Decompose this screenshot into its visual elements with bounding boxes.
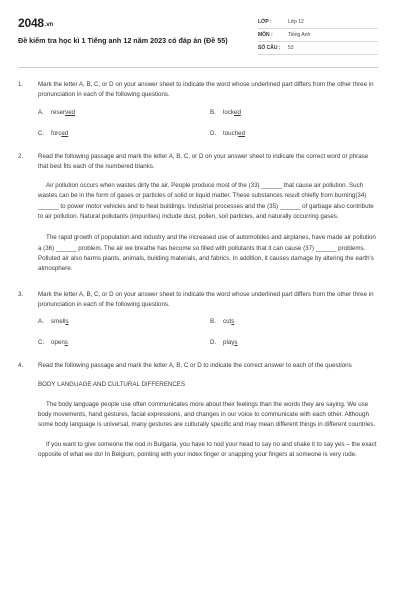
option-word: reser <box>51 108 66 116</box>
question-text: Mark the letter A, B, C, or D on your answer sheet to indicate the word whose underlined part differs from the other three in pronunciation in each of the following questions. <box>38 81 374 99</box>
passage-paragraph-1: Air pollution occurs when wastes dirty the air. People produce most of the (33) ______ that cause air pollution. Such wastes can be in the form of gases or particles of solid or liquid matter. These substances result chiefly from burning(34) ______ to power motor vehicles and to heat buildings. Industrial processes and the (35) ______ of garbage also contribute to air pollution. Natural pollutants (impurities) include dust, pollen, soil particles, and naturally occurring gases. <box>38 182 374 221</box>
question-number: 2. <box>18 152 24 160</box>
option-underlined: ed <box>238 129 246 137</box>
option-b[interactable] <box>210 106 360 119</box>
question-number: 1. <box>18 81 24 88</box>
option-word: touch <box>223 129 239 137</box>
option-word: forc <box>51 129 62 137</box>
meta-row-subject <box>258 29 378 42</box>
meta-key: SỐ CÂU : <box>258 45 281 51</box>
option-word: open <box>51 339 65 347</box>
option-underlined: ved <box>65 108 76 116</box>
page-title: Đề kiểm tra học kì 1 Tiếng anh 12 năm 2023 có đáp án (Đề 55) <box>18 36 228 45</box>
meta-value: Tiếng Anh <box>288 32 311 38</box>
meta-table <box>258 16 378 55</box>
meta-value: 53 <box>288 45 294 51</box>
option-letter: A. <box>38 108 44 116</box>
option-d[interactable] <box>210 127 360 140</box>
logo-domain: .vn <box>44 22 53 28</box>
option-d[interactable] <box>210 336 360 349</box>
question-1 <box>18 80 378 101</box>
option-underlined: s <box>234 339 238 347</box>
question-number: 3. <box>18 290 24 298</box>
option-letter: B. <box>210 318 216 326</box>
option-c[interactable] <box>38 127 210 140</box>
option-letter: D. <box>210 339 217 347</box>
option-a[interactable] <box>38 315 210 328</box>
option-underlined: s <box>65 318 69 326</box>
header-divider <box>18 67 378 68</box>
meta-value: Lớp 12 <box>288 19 304 25</box>
option-word: lock <box>223 108 235 116</box>
meta-row-count <box>258 42 378 55</box>
passage-paragraph-1: The body language people use often communicates more about their feelings than the words they are saying. We use body movements, hand gestures, facial expressions, and changes in our voice to communicate with each other. Although some body language is universal, many gestures are culturally specific and may mean different things in different countries. <box>38 400 376 429</box>
option-b[interactable] <box>210 315 360 328</box>
option-underlined: s <box>231 318 235 326</box>
site-logo[interactable] <box>18 16 248 32</box>
meta-key: MÔN : <box>258 32 273 38</box>
question-text: Read the following passage and mark the letter A, B, C or D to indicate the correct answer to each of the questions <box>38 362 352 370</box>
question-3-options <box>38 315 378 349</box>
option-underlined: ed <box>61 129 69 137</box>
option-letter: B. <box>210 108 216 116</box>
meta-key: LỚP : <box>258 19 272 25</box>
option-letter: A. <box>38 318 44 326</box>
logo-text: 2048 <box>18 16 44 30</box>
option-letter: D. <box>210 129 217 137</box>
document-header <box>18 0 378 55</box>
question-2 <box>18 152 378 173</box>
question-3 <box>18 290 378 311</box>
option-underlined: s <box>64 339 68 347</box>
question-1-options <box>38 106 378 140</box>
question-4 <box>18 361 378 371</box>
option-c[interactable] <box>38 336 210 349</box>
option-word: play <box>223 339 235 347</box>
option-word: smell <box>51 318 66 326</box>
meta-row-class <box>258 16 378 29</box>
option-word: cut <box>223 318 232 326</box>
question-text: Mark the letter A, B, C, or D on your answer sheet to indicate the word whose underlined part differs from the other three in pronunciation in each of the following questions. <box>38 290 374 308</box>
option-a[interactable] <box>38 106 210 119</box>
passage-heading: BODY LANGUAGE AND CULTURAL DIFFERENCES <box>38 381 186 389</box>
question-number: 4. <box>18 362 24 370</box>
option-letter: C. <box>38 339 45 347</box>
option-underlined: ed <box>234 108 241 116</box>
option-letter: C. <box>38 129 45 137</box>
question-text: Read the following passage and mark the letter A, B, C, or D on your answer sheet to indicate the correct word or phrase that best fits each of the numbered blanks. <box>38 152 369 170</box>
exam-content <box>18 80 378 460</box>
passage-paragraph-2: If you want to give someone the nod in Bulgaria, you have to nod your head to say no and shake it to say yes – the exact opposite of what we do! In Belgium, pointing with your index finger or snapping your fingers at someone is very rude. <box>38 440 377 458</box>
passage-paragraph-2: The rapid growth of population and industry and the increased use of automobiles and airplanes, have made air pollution a (36) ______ problem. The air we breathe has become so filled with pollutants that it can cause (37) ______ problems. Polluted air also harms plants, animals, building materials, and fabrics. In addition, it causes damage by altering the earth's atmosphere. <box>38 234 376 273</box>
header-left <box>18 16 248 55</box>
